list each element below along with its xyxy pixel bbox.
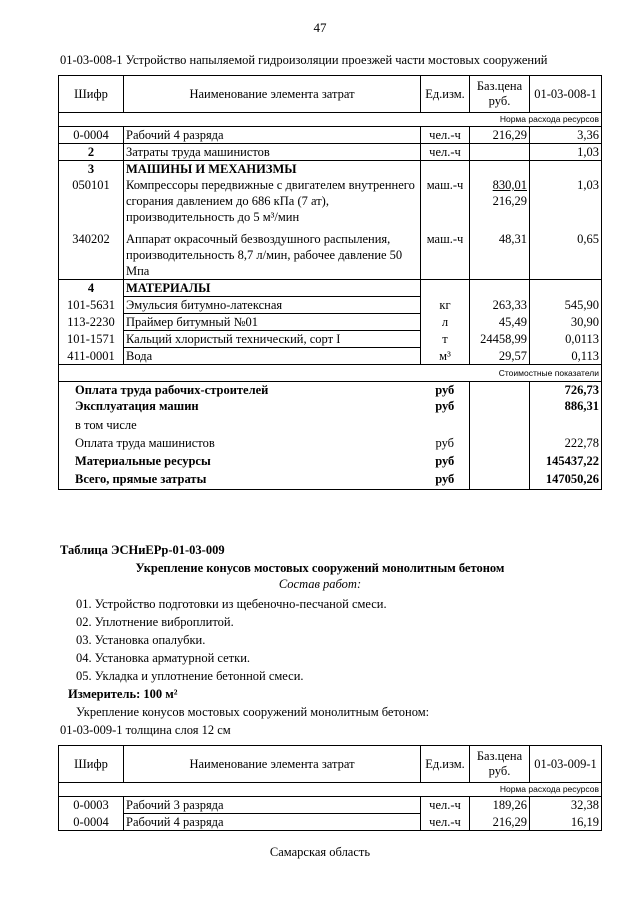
row-norm: 0,65 <box>530 231 602 280</box>
header-code: Шифр <box>59 746 124 783</box>
row-price: 48,31 <box>470 231 530 280</box>
cost-row <box>59 398 602 417</box>
price-value: 830,01 <box>492 178 527 192</box>
work-item: 02. Уплотнение виброплитой. <box>76 615 234 629</box>
row-name: Эмульсия битумно-латексная <box>124 297 421 314</box>
row-price: 45,49 <box>470 314 530 331</box>
row-norm: 3,36 <box>530 127 602 144</box>
table-row <box>59 177 602 231</box>
row-code: 4 <box>59 280 124 297</box>
row-code: 411-0001 <box>59 348 124 365</box>
measure-unit: Измеритель: 100 м² <box>68 687 178 701</box>
table1-header-row <box>59 76 602 113</box>
header-price: Баз.цена руб. <box>470 746 530 783</box>
row-code: 113-2230 <box>59 314 124 331</box>
row-name: МАТЕРИАЛЫ <box>124 280 421 297</box>
cost-unit: руб <box>421 382 470 399</box>
row-name: МАШИНЫ И МЕХАНИЗМЫ <box>124 161 421 178</box>
row-unit: кг <box>421 297 470 314</box>
row-code: 340202 <box>59 231 124 280</box>
work-item: 03. Установка опалубки. <box>76 633 206 647</box>
header-code: Шифр <box>59 76 124 113</box>
table-row <box>59 231 602 280</box>
row-name: Затраты труда машинистов <box>124 144 421 161</box>
row-unit: т <box>421 331 470 348</box>
page-footer: Самарская область <box>269 845 371 859</box>
table-row <box>59 331 602 348</box>
cost-row <box>59 433 602 451</box>
row-unit: чел.-ч <box>421 127 470 144</box>
row-norm: 0,0113 <box>530 331 602 348</box>
row-name: Аппарат окрасочный безвоздушного распыления, производительность 8,7 л/мин, рабочее давление 50 Мпа <box>124 231 421 280</box>
cost-value: 145437,22 <box>530 451 602 469</box>
cost-label: Оплата труда машинистов <box>59 433 421 451</box>
cost-unit: руб <box>421 398 470 417</box>
cost-unit: руб <box>421 451 470 469</box>
row-norm: 30,90 <box>530 314 602 331</box>
row-unit: м³ <box>421 348 470 365</box>
cost-value: 886,31 <box>530 398 602 417</box>
row-name: Компрессоры передвижные с двигателем внутреннего сгорания давлением до 686 кПа (7 ат), производительность до 5 м³/мин <box>124 177 421 231</box>
table1-subheader: Норма расхода ресурсов <box>59 113 602 127</box>
table2 <box>58 745 602 831</box>
row-price: 189,26 <box>470 797 530 814</box>
section-row <box>59 161 602 178</box>
row-name: Рабочий 3 разряда <box>124 797 421 814</box>
row-norm: 32,38 <box>530 797 602 814</box>
table-row <box>59 348 602 365</box>
row-norm: 1,03 <box>530 144 602 161</box>
row-code: 0-0004 <box>59 127 124 144</box>
cost-unit <box>421 417 470 433</box>
row-norm: 545,90 <box>530 297 602 314</box>
header-name: Наименование элемента затрат <box>124 76 421 113</box>
cost-value <box>530 417 602 433</box>
header-norm: 01-03-008-1 <box>530 76 602 113</box>
work-item: 05. Укладка и уплотнение бетонной смеси. <box>76 669 304 683</box>
cost-label: Оплата труда рабочих-строителей <box>59 382 421 399</box>
row-name: Рабочий 4 разряда <box>124 127 421 144</box>
row-price <box>470 144 530 161</box>
row-price: 263,33 <box>470 297 530 314</box>
row-unit: чел.-ч <box>421 144 470 161</box>
table-row <box>59 314 602 331</box>
price-value-2: 216,29 <box>492 194 527 208</box>
row-code: 2 <box>59 144 124 161</box>
row-name: Праймер битумный №01 <box>124 314 421 331</box>
header-norm: 01-03-009-1 <box>530 746 602 783</box>
table1 <box>58 75 602 490</box>
row-unit: чел.-ч <box>421 797 470 814</box>
work-item: 01. Устройство подготовки из щебеночно-песчаной смеси. <box>76 597 387 611</box>
cost-label: Эксплуатация машин <box>59 398 421 417</box>
row-price: 24458,99 <box>470 331 530 348</box>
row-unit: маш.-ч <box>421 177 470 231</box>
row-code: 101-5631 <box>59 297 124 314</box>
row-name: Кальций хлористый технический, сорт I <box>124 331 421 348</box>
section-description: Укрепление конусов мостовых сооружений монолитным бетоном: <box>76 705 430 719</box>
table-row <box>59 144 602 161</box>
row-name: Рабочий 4 разряда <box>124 814 421 831</box>
row-price: 216,29 <box>470 127 530 144</box>
table2-header-row <box>59 746 602 783</box>
work-item: 04. Установка арматурной сетки. <box>76 651 251 665</box>
row-unit: чел.-ч <box>421 814 470 831</box>
table-row <box>59 297 602 314</box>
page-number: 47 <box>313 20 327 35</box>
row-code: 3 <box>59 161 124 178</box>
section-row <box>59 280 602 297</box>
row-norm: 0,113 <box>530 348 602 365</box>
cost-unit: руб <box>421 433 470 451</box>
header-name: Наименование элемента затрат <box>124 746 421 783</box>
row-norm: 1,03 <box>530 177 602 231</box>
header-price: Баз.цена руб. <box>470 76 530 113</box>
row-price: 29,57 <box>470 348 530 365</box>
table-row <box>59 797 602 814</box>
row-code: 050101 <box>59 177 124 231</box>
cost-unit: руб <box>421 469 470 490</box>
cost-label: Материальные ресурсы <box>59 451 421 469</box>
row-price <box>470 177 530 231</box>
cost-value: 726,73 <box>530 382 602 399</box>
cost-header: Стоимостные показатели <box>59 365 602 382</box>
row-unit: л <box>421 314 470 331</box>
cost-row <box>59 469 602 490</box>
cost-label: Всего, прямые затраты <box>59 469 421 490</box>
row-code: 0-0003 <box>59 797 124 814</box>
header-unit: Ед.изм. <box>421 76 470 113</box>
row-code: 101-1571 <box>59 331 124 348</box>
table2-caption: 01-03-009-1 толщина слоя 12 см <box>60 723 231 737</box>
table-row <box>59 127 602 144</box>
cost-row <box>59 417 602 433</box>
row-name: Вода <box>124 348 421 365</box>
cost-row <box>59 451 602 469</box>
header-unit: Ед.изм. <box>421 746 470 783</box>
row-code: 0-0004 <box>59 814 124 831</box>
row-unit: маш.-ч <box>421 231 470 280</box>
cost-row <box>59 382 602 399</box>
cost-value: 147050,26 <box>530 469 602 490</box>
table-row <box>59 814 602 831</box>
row-price: 216,29 <box>470 814 530 831</box>
row-norm: 16,19 <box>530 814 602 831</box>
table2-title: Таблица ЭСНиЕРр-01-03-009 <box>60 543 225 557</box>
table2-subheader: Норма расхода ресурсов <box>59 783 602 797</box>
cost-label: в том числе <box>59 417 421 433</box>
works-title: Состав работ: <box>278 577 362 591</box>
section-heading: Укрепление конусов мостовых сооружений монолитным бетоном <box>135 561 505 575</box>
table1-caption: 01-03-008-1 Устройство напыляемой гидроизоляции проезжей части мостовых сооружений <box>60 53 548 67</box>
cost-value: 222,78 <box>530 433 602 451</box>
